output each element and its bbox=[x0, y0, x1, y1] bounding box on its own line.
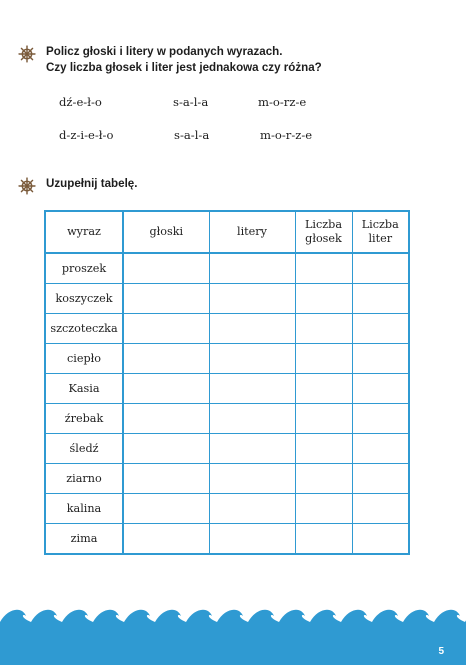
answer-cell[interactable] bbox=[352, 404, 409, 434]
table-row bbox=[45, 434, 409, 464]
answer-cell[interactable] bbox=[295, 434, 352, 464]
answer-cell[interactable] bbox=[123, 314, 209, 344]
wave-footer bbox=[0, 600, 466, 665]
table-row bbox=[45, 494, 409, 524]
word-split-3: m-o-rz-e bbox=[258, 95, 307, 109]
table-row bbox=[45, 314, 409, 344]
answer-cell[interactable] bbox=[352, 253, 409, 284]
page-number: 5 bbox=[438, 646, 444, 657]
table-row bbox=[45, 404, 409, 434]
header-liczba-glosek: Liczba głosek bbox=[295, 211, 352, 253]
table-row bbox=[45, 253, 409, 284]
answer-cell[interactable] bbox=[123, 344, 209, 374]
answer-cell[interactable] bbox=[123, 284, 209, 314]
word-split-2: s-a-l-a bbox=[173, 95, 209, 109]
word-cell: proszek bbox=[45, 253, 123, 284]
answer-cell[interactable] bbox=[123, 374, 209, 404]
answer-cell[interactable] bbox=[123, 404, 209, 434]
word-cell: zima bbox=[45, 524, 123, 555]
word-cell: koszyczek bbox=[45, 284, 123, 314]
answer-cell[interactable] bbox=[295, 494, 352, 524]
word-cell: Kasia bbox=[45, 374, 123, 404]
word-split-1: dź-e-ł-o bbox=[59, 95, 102, 109]
answer-cell[interactable] bbox=[123, 464, 209, 494]
ship-wheel-icon bbox=[18, 45, 36, 63]
table-header-row bbox=[45, 211, 409, 253]
instruction-line-1: Policz głoski i litery w podanych wyrazach. bbox=[46, 45, 283, 58]
answer-cell[interactable] bbox=[295, 404, 352, 434]
answer-cell[interactable] bbox=[123, 253, 209, 284]
word-analysis-table bbox=[44, 210, 410, 555]
answer-cell[interactable] bbox=[352, 434, 409, 464]
exercise-2-header bbox=[18, 176, 137, 195]
exercise-1-instruction bbox=[46, 44, 322, 76]
answer-cell[interactable] bbox=[123, 494, 209, 524]
word-cell: ciepło bbox=[45, 344, 123, 374]
answer-cell[interactable] bbox=[123, 434, 209, 464]
answer-cell[interactable] bbox=[209, 464, 295, 494]
answer-cell[interactable] bbox=[352, 314, 409, 344]
answer-cell[interactable] bbox=[209, 524, 295, 555]
word-cell: ziarno bbox=[45, 464, 123, 494]
header-gloski: głoski bbox=[123, 211, 209, 253]
answer-cell[interactable] bbox=[209, 314, 295, 344]
answer-cell[interactable] bbox=[352, 284, 409, 314]
ship-wheel-icon bbox=[18, 177, 36, 195]
answer-cell[interactable] bbox=[295, 284, 352, 314]
word-split-1: d-z-i-e-ł-o bbox=[59, 128, 114, 142]
answer-cell[interactable] bbox=[352, 464, 409, 494]
answer-cell[interactable] bbox=[295, 344, 352, 374]
header-litery: litery bbox=[209, 211, 295, 253]
answer-cell[interactable] bbox=[295, 464, 352, 494]
wave-decoration bbox=[0, 600, 466, 665]
answer-cell[interactable] bbox=[352, 494, 409, 524]
word-cell: szczoteczka bbox=[45, 314, 123, 344]
answer-cell[interactable] bbox=[209, 404, 295, 434]
answer-cell[interactable] bbox=[209, 344, 295, 374]
instruction-line-2: Czy liczba głosek i liter jest jednakowa czy różna? bbox=[46, 61, 322, 74]
exercise-2-instruction: Uzupełnij tabelę. bbox=[46, 177, 138, 190]
header-liczba-liter: Liczba liter bbox=[352, 211, 409, 253]
word-split-2: s-a-l-a bbox=[174, 128, 210, 142]
answer-cell[interactable] bbox=[295, 253, 352, 284]
exercise-1-header bbox=[18, 44, 322, 76]
answer-cell[interactable] bbox=[209, 374, 295, 404]
table-row bbox=[45, 284, 409, 314]
answer-cell[interactable] bbox=[295, 524, 352, 555]
answer-cell[interactable] bbox=[123, 524, 209, 555]
table-row bbox=[45, 374, 409, 404]
table-row bbox=[45, 464, 409, 494]
answer-cell[interactable] bbox=[209, 434, 295, 464]
word-cell: śledź bbox=[45, 434, 123, 464]
answer-cell[interactable] bbox=[295, 374, 352, 404]
answer-cell[interactable] bbox=[209, 494, 295, 524]
word-cell: kalina bbox=[45, 494, 123, 524]
answer-cell[interactable] bbox=[352, 524, 409, 555]
word-split-3: m-o-r-z-e bbox=[260, 128, 313, 142]
table-row bbox=[45, 524, 409, 555]
answer-cell[interactable] bbox=[209, 253, 295, 284]
word-cell: źrebak bbox=[45, 404, 123, 434]
answer-cell[interactable] bbox=[352, 344, 409, 374]
table-row bbox=[45, 344, 409, 374]
answer-cell[interactable] bbox=[352, 374, 409, 404]
header-wyraz: wyraz bbox=[45, 211, 123, 253]
answer-cell[interactable] bbox=[295, 314, 352, 344]
answer-cell[interactable] bbox=[209, 284, 295, 314]
